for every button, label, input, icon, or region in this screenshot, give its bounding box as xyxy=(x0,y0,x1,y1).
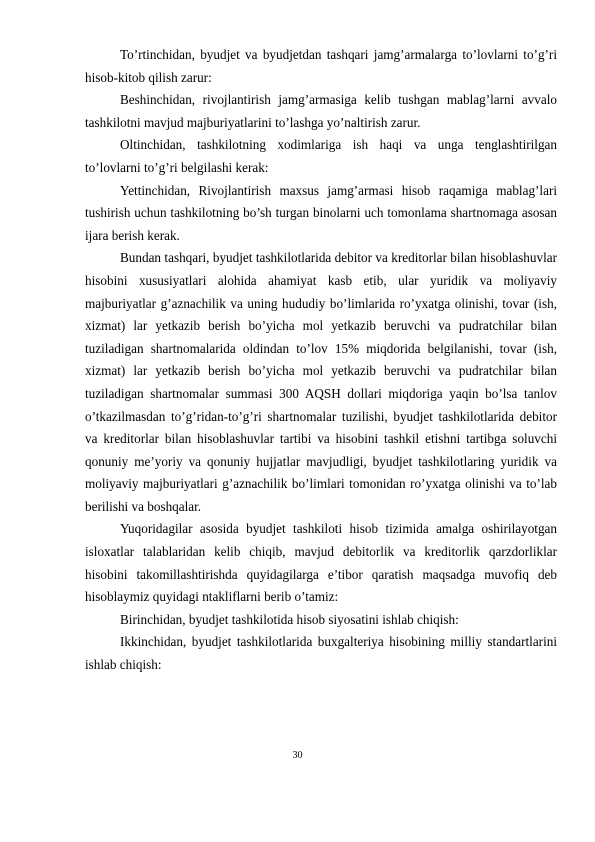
paragraph-oltinchidan: Oltinchidan, tashkilotning xodimlariga ish haqi va unga tenglashtirilgan to’lovlarni to’g’ri belgilashi kerak: xyxy=(85,137,557,175)
page-number: 30 xyxy=(292,750,303,761)
paragraph-birinchidan: Birinchidan, byudjet tashkilotida hisob siyosatini ishlab chiqish: xyxy=(120,611,459,627)
paragraph-bundan-tashqari: Bundan tashqari, byudjet tashkilotlarida debitor va kreditorlar bilan hisoblashuvlar hisobini xususiyatlari alohida ahamiyat kasb etib, ular yuridik va moliyaviy majburiyatlar g’aznachilik va uning hududiy bo’limlarida ro’yxatga olinishi, tovar (ish, xizmat) lar yetkazib berish bo’yicha mol yetkazib beruvchi va pudratchilar bilan tuziladigan shartnomalarida oldindan to’lov 15% miqdorida belgilanishi, tovar (ish, xizmat) lar yetkazib berish bo’yicha mol yetkazib beruvchi va pudratchilar bilan tuziladigan shartnomalar summasi 300 AQSH dollari miqdoriga yaqin bo’lsa tanlov o’tkazilmasdan to’g’ridan-to’g’ri shartnomalar tuzilishi, byudjet tashkilotlarida debitor va kreditorlar bilan hisoblashuvlar tartibi va hisobini tashkil etishni tartibga soluvchi qonuniy me’yoriy va qonuniy hujjatlar mavjudligi, byudjet tashkilotlaring yuridik va moliyaviy majburiyatlari g’aznachilik bo’limlari tomonidan ro’yxatga olinishi va to’lab berilishi va boshqalar. xyxy=(85,250,557,514)
document-body xyxy=(85,44,557,677)
paragraph-ikkinchidan: Ikkinchidan, byudjet tashkilotlarida buxgalteriya hisobining milliy standartlarini ishlab chiqish: xyxy=(85,634,557,673)
paragraph-beshinchidan: Beshinchidan, rivojlantirish jamg’armasiga kelib tushgan mablag’larni avvalo tashkilotni mavjud majburiyatlarini to’lashga yo’naltirish zarur. xyxy=(85,92,557,130)
paragraph-yuqoridagilar: Yuqoridagilar asosida byudjet tashkiloti hisob tizimida amalga oshirilayotgan isloxatlar talablaridan kelib chiqib, mavjud debitorlik va kreditorlik qarzdorliklar hisobini takomillashtirishda quyidagilarga e’tibor qaratish maqsadga muvofiq deb hisoblaymiz quyidagi ntakliflarni berib o’tamiz: xyxy=(85,521,557,605)
paragraph-to-rtinchidan: To’rtinchidan, byudjet va byudjetdan tashqari jamg’armalarga to’lovlarni to’g’ri hisob-kitob qilish zarur: xyxy=(85,47,557,85)
paragraph-yettinchidan: Yettinchidan, Rivojlantirish maxsus jamg’armasi hisob raqamiga mablag’lari tushirish uchun tashkilotning bo’sh turgan binolarni uch tomonlama shartnomaga asosan ijara berish kerak. xyxy=(85,182,557,243)
